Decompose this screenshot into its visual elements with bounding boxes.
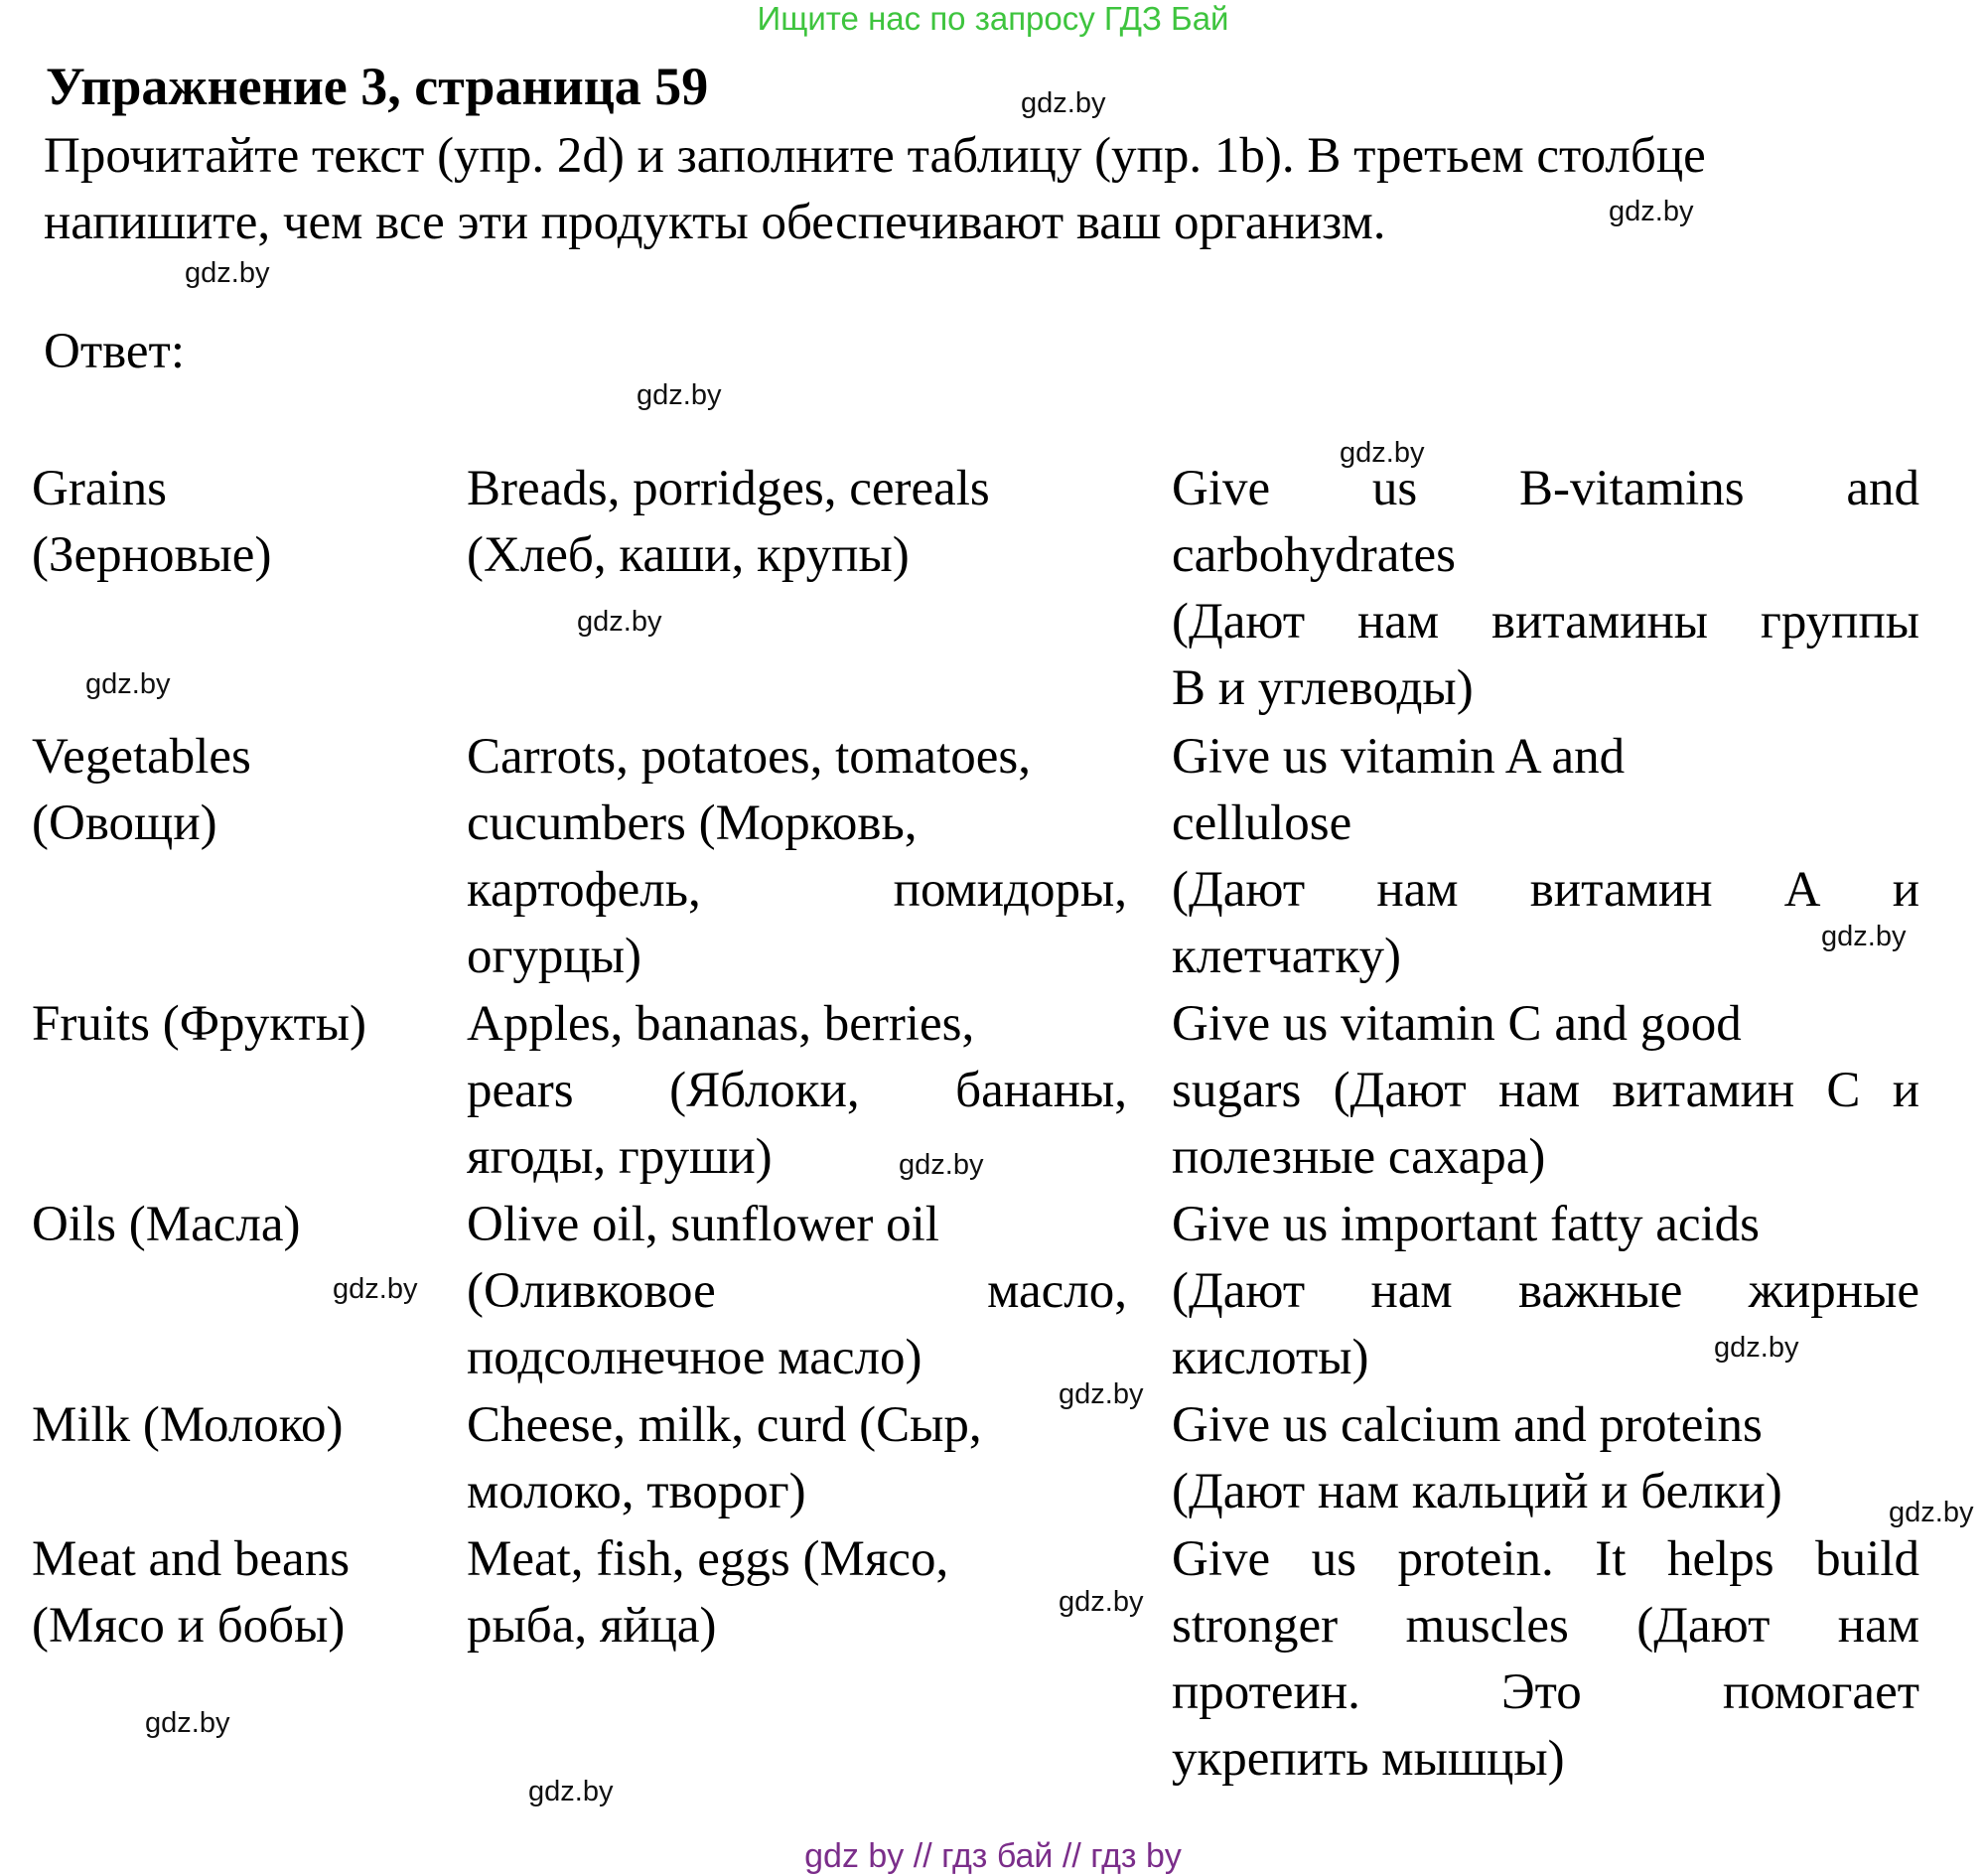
table-row-1-benefit: [1172, 456, 1919, 722]
table-cell-line: cucumbers (Морковь,: [467, 795, 918, 851]
table-cell-line: (Дают нам важные жирные: [1172, 1263, 1919, 1319]
table-row-6-benefit: [1172, 1526, 1919, 1793]
table-cell-line: pears (Яблоки, бананы,: [467, 1063, 1127, 1118]
table-cell-line: Give us vitamin A and: [1172, 729, 1626, 785]
table-cell-line: stronger muscles (Дают нам: [1172, 1598, 1919, 1654]
table-cell-line: Breads, porridges, cereals: [467, 461, 990, 516]
table-cell-line: подсолнечное масло): [467, 1330, 922, 1385]
table-cell-line: молоко, творог): [467, 1464, 806, 1519]
table-cell-line: (Хлеб, каши, крупы): [467, 527, 910, 583]
table-cell-line: Olive oil, sunflower oil: [467, 1197, 939, 1252]
answer-label: Ответ:: [44, 324, 185, 379]
table-cell-line: Milk (Молоко): [32, 1397, 344, 1453]
table-cell-line: протеин. Это помогает: [1172, 1664, 1919, 1720]
watermark: gdz.by: [1340, 437, 1425, 469]
table-cell-line: рыба, яйца): [467, 1598, 717, 1654]
watermark: gdz.by: [185, 257, 270, 289]
table-cell-line: Meat, fish, eggs (Мясо,: [467, 1531, 949, 1587]
table-cell-line: Vegetables: [32, 729, 251, 785]
table-cell-line: (Дают нам витамины группы: [1172, 594, 1919, 649]
watermark: gdz.by: [1821, 921, 1907, 952]
table-row-4-examples: [467, 1192, 1127, 1391]
watermark: gdz.by: [1609, 196, 1694, 227]
watermark: gdz.by: [145, 1707, 230, 1739]
table-cell-line: полезные сахара): [1172, 1129, 1546, 1185]
watermark: gdz.by: [528, 1776, 614, 1807]
table-cell-line: укрепить мышцы): [1172, 1731, 1565, 1787]
table-row-4-benefit: [1172, 1192, 1919, 1391]
table-cell-line: огурцы): [467, 929, 641, 984]
table-cell-line: кислоты): [1172, 1330, 1369, 1385]
table-cell-line: клетчатку): [1172, 929, 1401, 984]
table-cell-line: (Дают нам витамин А и: [1172, 862, 1919, 918]
table-cell-line: cellulose: [1172, 795, 1352, 851]
table-cell-line: картофель, помидоры,: [467, 862, 1127, 918]
watermark: gdz.by: [1889, 1497, 1974, 1528]
table-cell-line: (Зерновые): [32, 527, 272, 583]
table-cell-line: Give us calcium and proteins: [1172, 1397, 1763, 1453]
watermark: gdz.by: [1714, 1332, 1799, 1364]
table-cell-line: (Мясо и бобы): [32, 1598, 346, 1654]
table-row-1-examples: [467, 456, 1127, 589]
table-cell-line: Oils (Масла): [32, 1197, 301, 1252]
top-banner[interactable]: Ищите нас по запросу ГДЗ Бай: [757, 0, 1229, 37]
table-cell-line: Carrots, potatoes, tomatoes,: [467, 729, 1031, 785]
table-cell-line: sugars (Дают нам витамин С и: [1172, 1063, 1919, 1118]
table-cell-line: (Овощи): [32, 795, 217, 851]
table-cell-line: Apples, bananas, berries,: [467, 996, 975, 1052]
watermark: gdz.by: [1059, 1378, 1144, 1410]
table-cell-line: Give us vitamin C and good: [1172, 996, 1742, 1052]
table-row-4-group: [32, 1192, 449, 1258]
watermark: gdz.by: [1059, 1586, 1144, 1618]
table-cell-line: Give us B-vitamins and: [1172, 461, 1919, 516]
watermark: gdz.by: [333, 1273, 418, 1305]
table-cell-line: Fruits (Фрукты): [32, 996, 367, 1052]
table-cell-line: (Дают нам кальций и белки): [1172, 1464, 1782, 1519]
table-row-6-group: [32, 1526, 449, 1660]
table-row-1-group: [32, 456, 449, 589]
watermark: gdz.by: [577, 606, 662, 638]
table-row-6-examples: [467, 1526, 1127, 1660]
watermark: gdz.by: [899, 1149, 984, 1181]
footer-links[interactable]: gdz by // гдз бай // гдз by: [804, 1837, 1182, 1875]
table-cell-line: Cheese, milk, curd (Сыр,: [467, 1397, 982, 1453]
table-row-5-group: [32, 1392, 449, 1459]
table-row-2-benefit: [1172, 724, 1919, 990]
table-cell-line: Meat and beans: [32, 1531, 351, 1587]
table-cell-line: (Оливковое масло,: [467, 1263, 1127, 1319]
table-row-5-examples: [467, 1392, 1127, 1525]
table-row-2-examples: [467, 724, 1127, 990]
instruction-line-2: напишите, чем все эти продукты обеспечивают ваш организм.: [44, 195, 1386, 250]
watermark: gdz.by: [637, 379, 722, 411]
table-row-2-group: [32, 724, 449, 857]
table-cell-line: ягоды, груши): [467, 1129, 773, 1185]
table-cell-line: В и углеводы): [1172, 660, 1474, 716]
table-cell-line: Grains: [32, 461, 167, 516]
table-row-3-examples: [467, 991, 1127, 1191]
table-row-3-group: [32, 991, 449, 1058]
watermark: gdz.by: [1021, 87, 1106, 119]
table-row-5-benefit: [1172, 1392, 1919, 1525]
table-row-3-benefit: [1172, 991, 1919, 1191]
exercise-title: Упражнение 3, страница 59: [46, 57, 709, 116]
instruction-line-1: Прочитайте текст (упр. 2d) и заполните таблицу (упр. 1b). В третьем столбце: [44, 128, 1706, 184]
watermark: gdz.by: [85, 668, 171, 700]
table-cell-line: carbohydrates: [1172, 527, 1457, 583]
table-cell-line: Give us important fatty acids: [1172, 1197, 1761, 1252]
table-cell-line: Give us protein. It helps build: [1172, 1531, 1919, 1587]
